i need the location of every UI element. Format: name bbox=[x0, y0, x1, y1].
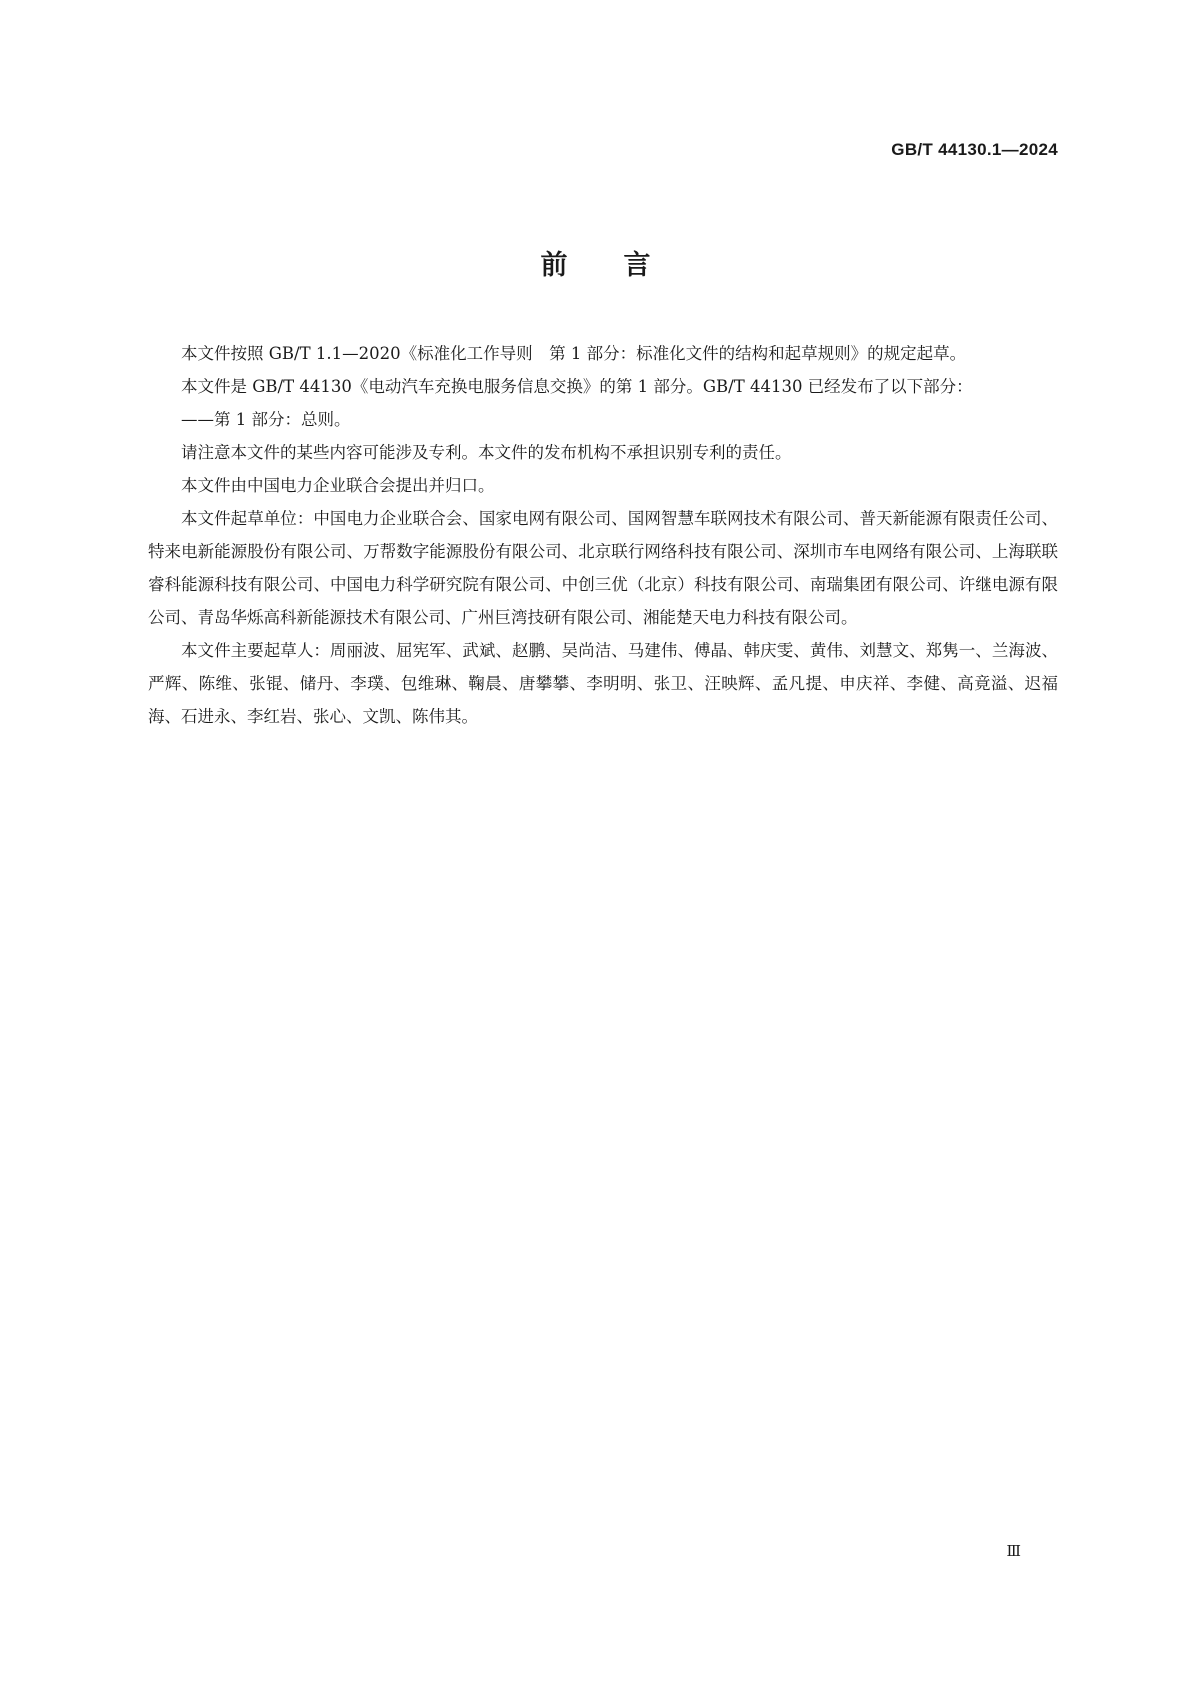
paragraph-proposer: 本文件由中国电力企业联合会提出并归口。 bbox=[181, 476, 495, 495]
page-number: Ⅲ bbox=[1006, 1542, 1021, 1560]
paragraph-part-list: ——第 1 部分：总则。 bbox=[181, 410, 351, 429]
page-title: 前言 bbox=[540, 250, 707, 281]
paragraph-patent-notice: 请注意本文件的某些内容可能涉及专利。本文件的发布机构不承担识别专利的责任。 bbox=[181, 443, 792, 462]
paragraph-drafters: 本文件主要起草人：周丽波、屈宪军、武斌、赵鹏、吴尚洁、马建伟、傅晶、韩庆雯、黄伟、刘慧文、郑隽一、兰海波、严辉、陈维、张锟、储丹、李璞、包维琳、鞠晨、唐攀攀、李明明、张卫、汪映辉、孟凡提、申庆祥、李健、高竟溢、迟福海、石进永、李红岩、张心、文凯、陈伟其。 bbox=[148, 641, 1058, 726]
paragraph-drafting-units: 本文件起草单位：中国电力企业联合会、国家电网有限公司、国网智慧车联网技术有限公司、普天新能源有限责任公司、特来电新能源股份有限公司、万帮数字能源股份有限公司、北京联行网络科技有限公司、深圳市车电网络有限公司、上海联联睿科能源科技有限公司、中国电力科学研究院有限公司、中创三优（北京）科技有限公司、南瑞集团有限公司、许继电源有限公司、青岛华烁高科新能源技术有限公司、广州巨湾技研有限公司、湘能楚天电力科技有限公司。 bbox=[148, 509, 1058, 627]
paragraph-drafting-rules: 本文件按照 GB/T 1.1—2020《标准化工作导则 第 1 部分：标准化文件的结构和起草规则》的规定起草。 bbox=[181, 344, 967, 363]
foreword-body bbox=[148, 337, 1058, 733]
paragraph-series-info: 本文件是 GB/T 44130《电动汽车充换电服务信息交换》的第 1 部分。GB/T 44130 已经发布了以下部分： bbox=[181, 377, 973, 396]
standard-code: GB/T 44130.1—2024 bbox=[891, 140, 1058, 159]
